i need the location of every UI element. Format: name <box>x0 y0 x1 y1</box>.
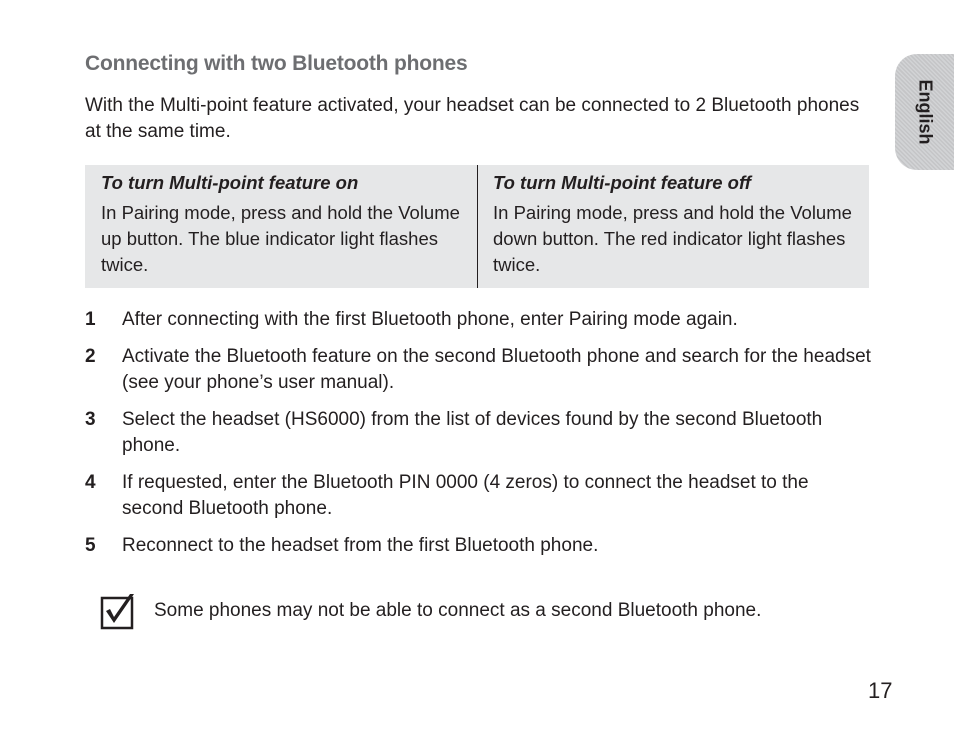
step-number: 4 <box>85 472 96 493</box>
step-text: After connecting with the first Bluetooth phone, enter Pairing mode again. <box>122 309 738 330</box>
step-text: Activate the Bluetooth feature on the second Bluetooth phone and search for the headset (see your phone’s user manual). <box>122 346 871 393</box>
page-number: 17 <box>868 678 893 703</box>
intro-paragraph: With the Multi-point feature activated, your headset can be connected to 2 Bluetooth phones at the same time. <box>85 95 860 142</box>
step-number: 1 <box>85 309 96 330</box>
language-side-tab <box>895 54 954 170</box>
step-number: 3 <box>85 409 96 430</box>
feature-off-instructions: In Pairing mode, press and hold the Volume down button. The red indicator light flashes twice. <box>493 202 852 275</box>
step-text: Select the headset (HS6000) from the list of devices found by the second Bluetooth phone. <box>122 409 823 456</box>
steps-list <box>85 307 875 570</box>
step-5 <box>85 533 875 559</box>
section-title: Connecting with two Bluetooth phones <box>85 52 468 75</box>
note-text: Some phones may not be able to connect as a second Bluetooth phone. <box>154 600 762 621</box>
step-text: Reconnect to the headset from the first Bluetooth phone. <box>122 535 599 556</box>
step-1 <box>85 307 875 333</box>
checkbox-check-icon <box>100 592 136 630</box>
language-tab-label: English <box>915 79 935 145</box>
step-2 <box>85 344 875 396</box>
feature-off-column <box>477 165 869 288</box>
step-4 <box>85 470 875 522</box>
feature-off-heading: To turn Multi-point feature off <box>493 172 751 193</box>
feature-on-heading: To turn Multi-point feature on <box>101 172 359 193</box>
feature-on-instructions: In Pairing mode, press and hold the Volume up button. The blue indicator light flashes twice. <box>101 202 460 275</box>
feature-on-column <box>85 165 477 288</box>
multipoint-feature-table <box>85 165 869 288</box>
step-3 <box>85 407 875 459</box>
step-text: If requested, enter the Bluetooth PIN 0000 (4 zeros) to connect the headset to the second Bluetooth phone. <box>122 472 809 519</box>
step-number: 2 <box>85 346 96 367</box>
step-number: 5 <box>85 535 96 556</box>
